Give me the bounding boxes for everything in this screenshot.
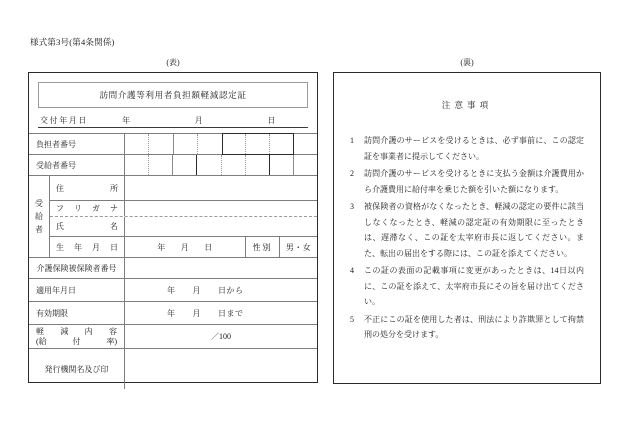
recipient-digit-6[interactable]	[246, 155, 270, 175]
notice-text: 不正にこの証を使用した者は、刑法により詐欺罪として拘禁刑の処分を受けます。	[364, 314, 584, 339]
payer-digit-1[interactable]	[125, 134, 149, 154]
issue-date-fields[interactable]	[90, 115, 308, 128]
notice-item	[350, 312, 584, 343]
name-label: 氏 名	[50, 217, 125, 236]
insured-number-label: 介護保険被保険者番号	[29, 258, 125, 278]
recipient-digit-2[interactable]	[149, 155, 173, 175]
notice-number: 5	[350, 314, 354, 324]
birth-month-unit: 月	[180, 242, 190, 252]
issue-date-row	[38, 114, 308, 128]
reduction-label-line-2: (給 付 率)	[36, 336, 117, 346]
certificate-front-panel	[28, 72, 318, 383]
address-value[interactable]	[125, 176, 317, 200]
insured-number-value[interactable]	[125, 258, 317, 278]
sex-options[interactable]: 男・女	[279, 237, 317, 257]
notice-text: 訪問介護のサービスを受けるときに支払う金額は介護費用から介護費用に給付率を乗じた額を引いた額になります。	[364, 169, 584, 194]
recipient-digit-3[interactable]	[173, 155, 197, 175]
sex-label: 性別	[245, 237, 279, 257]
apply-date-row	[29, 279, 317, 302]
issuer-value[interactable]	[125, 349, 317, 389]
apply-date-label: 適用年月日	[29, 279, 125, 301]
payer-number-row	[29, 134, 317, 155]
notice-number: 4	[350, 266, 354, 275]
issue-date-label: 交付年月日	[38, 115, 90, 128]
birth-date-fields[interactable]	[125, 237, 245, 257]
valid-until-value[interactable]: 年 月 日まで	[167, 308, 244, 318]
reduction-rate-label	[29, 325, 125, 348]
birth-date-label: 生 年 月 日	[50, 237, 125, 257]
payer-digit-5[interactable]	[223, 134, 247, 154]
notice-number: 1	[350, 136, 354, 145]
form-number: 様式第3号(第4条関係)	[30, 37, 115, 47]
recipient-number-label: 受給者番号	[29, 155, 125, 175]
address-row	[50, 176, 317, 201]
payer-digit-6[interactable]	[246, 134, 270, 154]
reduction-rate-value[interactable]: ／100	[211, 332, 231, 341]
payer-digit-group-bold[interactable]	[222, 133, 294, 155]
furigana-value[interactable]	[125, 201, 317, 216]
issue-month-unit: 月	[194, 116, 204, 125]
birth-day-unit: 日	[204, 242, 213, 252]
name-value[interactable]	[125, 217, 317, 236]
certificate-title-box	[38, 82, 308, 108]
payer-digit-2[interactable]	[149, 134, 173, 154]
reduction-label-line-1: 軽 減 内 容	[36, 326, 117, 336]
payer-digit-7[interactable]	[270, 134, 293, 154]
front-side-caption: (表)	[166, 58, 180, 67]
recipient-block-char-3: 者	[35, 225, 43, 234]
certificate-back-panel	[333, 72, 601, 384]
payer-digit-8[interactable]	[294, 134, 317, 154]
notice-item	[350, 166, 584, 197]
recipient-number-row	[29, 155, 317, 176]
notice-number: 3	[350, 202, 354, 211]
notice-number: 2	[350, 169, 354, 178]
valid-until-label: 有効期限	[29, 302, 125, 324]
recipient-subrows	[50, 176, 317, 257]
furigana-row	[50, 201, 317, 217]
furigana-label: フ リ ガ ナ	[50, 201, 125, 216]
address-label: 住 所	[50, 176, 125, 200]
valid-until-row	[29, 302, 317, 325]
notice-text: 訪問介護のサービスを受けるときは、必ず事前に、この認定証を事業者に提示してください。	[364, 136, 584, 161]
certificate-field-grid	[29, 133, 317, 389]
back-side-caption: (裏)	[460, 58, 474, 67]
certificate-title: 訪問介護等利用者負担額軽減認定証	[99, 90, 247, 100]
payer-digit-3[interactable]	[174, 134, 198, 154]
birth-date-row	[50, 237, 317, 257]
recipient-number-cells[interactable]	[125, 155, 317, 175]
issue-day-unit: 日	[267, 116, 276, 125]
recipient-digit-5[interactable]	[222, 155, 246, 175]
notice-text: 被保険者の資格がなくなったとき、軽減の認定の要件に該当しなくなったとき、軽減の認定証の有効期限に至ったときは、遅滞なく、この証を太宰府市長に返してください。また、転出の届出をする際には、この証を添えてください。	[364, 202, 584, 258]
name-row	[50, 217, 317, 237]
payer-digit-4[interactable]	[198, 134, 221, 154]
recipient-block-label	[29, 176, 50, 257]
recipient-digit-7[interactable]	[270, 155, 294, 175]
notice-item	[350, 263, 584, 310]
issue-year-unit: 年	[122, 116, 131, 125]
payer-number-label: 負担者番号	[29, 134, 125, 154]
recipient-block-char-2: 給	[35, 212, 43, 221]
recipient-info-block	[29, 176, 317, 258]
recipient-digit-1[interactable]	[125, 155, 149, 175]
insured-number-row	[29, 258, 317, 279]
notice-item	[350, 133, 584, 164]
reduction-rate-row	[29, 325, 317, 349]
notice-text: この証の表面の記載事項に変更があったときは、14日以内に、この証を添えて、太宰府市長にその旨を届け出てください。	[364, 266, 584, 306]
birth-year-unit: 年	[157, 242, 166, 252]
apply-date-value[interactable]: 年 月 日から	[167, 285, 244, 295]
recipient-digit-4[interactable]	[197, 155, 221, 175]
payer-number-cells[interactable]	[125, 134, 317, 154]
issuer-label: 発行機関名及び印	[29, 349, 125, 389]
notice-item	[350, 199, 584, 261]
recipient-digit-8[interactable]	[294, 155, 317, 175]
issuer-row	[29, 349, 317, 389]
notice-title: 注意事項	[441, 100, 493, 110]
recipient-block-char-1: 受	[35, 199, 43, 208]
